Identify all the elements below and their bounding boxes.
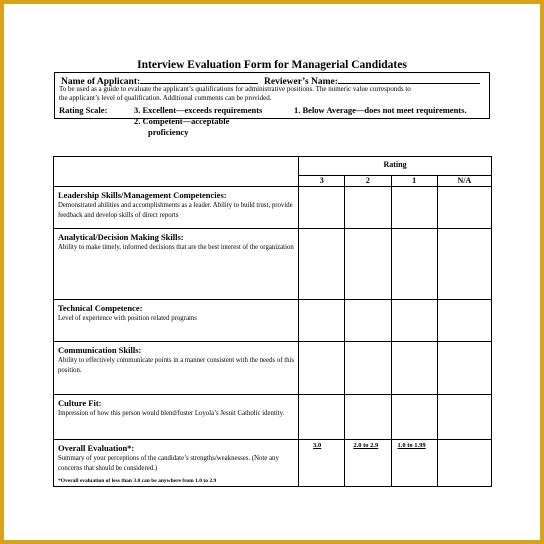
table-corner [54, 157, 299, 187]
rating-cell-3[interactable] [299, 187, 345, 229]
category-title: Leadership Skills/Management Competencies: [58, 190, 227, 200]
rating-cell-3[interactable] [299, 300, 345, 342]
rating-cell-2[interactable] [345, 395, 391, 440]
category-title: Technical Competence: [58, 303, 143, 313]
rating-cell-3[interactable] [299, 342, 345, 395]
category-overall [54, 440, 299, 487]
instructions-line-2: the applicant’s level of qualification. Additional comments can be provided. [59, 94, 272, 102]
rating-cell-2[interactable] [345, 187, 391, 229]
rating-cell-1[interactable] [391, 187, 437, 229]
table-row [54, 300, 492, 342]
category-communication [54, 342, 299, 395]
rating-cell-3[interactable] [299, 440, 345, 487]
category-leadership [54, 187, 299, 229]
rating-cell-na[interactable] [437, 229, 491, 300]
table-row [54, 229, 492, 300]
rating-cell-2[interactable] [345, 229, 391, 300]
overall-footnote: *Overall evaluation of less than 3.0 can be anywhere from 1.0 to 2.9 [58, 478, 217, 484]
col-header-na: N/A [437, 176, 491, 187]
scale-excellent: 3. Excellent—exceeds requirements [134, 105, 263, 115]
rating-cell-1[interactable] [391, 300, 437, 342]
rating-cell-3[interactable] [299, 229, 345, 300]
form-title: Interview Evaluation Form for Managerial Candidates [137, 59, 407, 71]
category-description: Level of experience with position related programs [58, 315, 197, 322]
col-header-3: 3 [299, 176, 345, 187]
applicant-name-label: Name of Applicant: [61, 77, 141, 87]
category-technical [54, 300, 299, 342]
category-title: Analytical/Decision Making Skills: [58, 232, 184, 242]
rating-cell-na[interactable] [437, 395, 491, 440]
category-description: Impression of how this person would blend/foster Loyola’s Jesuit Catholic identity. [58, 410, 285, 417]
category-description: Ability to effectively communicate points in a manner consistent with the needs of this position. [58, 357, 295, 374]
rating-cell-1[interactable] [391, 229, 437, 300]
scale-competent: 2. Competent—acceptable [134, 116, 230, 126]
reviewer-name-field[interactable] [338, 74, 480, 84]
evaluation-table [53, 156, 492, 487]
overall-range-2: 2.0 to 2.9 [353, 442, 379, 449]
rating-header: Rating [299, 157, 492, 176]
category-description: Demonstrated abilities and accomplishments as a leader. Ability to build trust, provide feedback and develop skills of direct reports [58, 202, 293, 219]
scale-below-average: 1. Below Average—does not meet requirements. [294, 105, 467, 115]
col-header-2: 2 [345, 176, 391, 187]
rating-cell-na[interactable] [437, 187, 491, 229]
instructions-line-1: To be used as a guide to evaluate the applicant’s qualifications for administrative positions. The numeric value corresponds to [59, 85, 411, 93]
category-description: Summary of your perceptions of the candidate’s strengths/weaknesses. (Note any concerns that should be considered.) [58, 455, 279, 472]
table-row [54, 440, 492, 487]
col-header-1: 1 [391, 176, 437, 187]
category-title: Communication Skills: [58, 345, 142, 355]
rating-cell-na[interactable] [437, 342, 491, 395]
category-title: Overall Evaluation*: [58, 443, 135, 453]
table-row [54, 342, 492, 395]
rating-cell-2[interactable] [345, 440, 391, 487]
category-analytical [54, 229, 299, 300]
table-row [54, 395, 492, 440]
rating-scale-label: Rating Scale: [59, 105, 108, 115]
category-description: Ability to make timely, informed decisions that are the best interest of the organization [58, 244, 294, 251]
overall-range-3: 3.0 [313, 442, 322, 449]
rating-cell-na[interactable] [437, 440, 491, 487]
rating-cell-1[interactable] [391, 440, 437, 487]
rating-cell-2[interactable] [345, 342, 391, 395]
rating-cell-na[interactable] [437, 300, 491, 342]
applicant-name-field[interactable] [140, 74, 258, 84]
rating-cell-3[interactable] [299, 395, 345, 440]
category-title: Culture Fit: [58, 398, 102, 408]
overall-range-1: 1.0 to 1.99 [397, 442, 426, 449]
scale-competent-cont: proficiency [148, 127, 189, 137]
reviewer-name-label: Reviewer’s Name: [264, 77, 338, 87]
rating-cell-1[interactable] [391, 395, 437, 440]
category-culture-fit [54, 395, 299, 440]
rating-cell-2[interactable] [345, 300, 391, 342]
applicant-info-box [54, 72, 490, 137]
rating-cell-1[interactable] [391, 342, 437, 395]
table-row [54, 187, 492, 229]
